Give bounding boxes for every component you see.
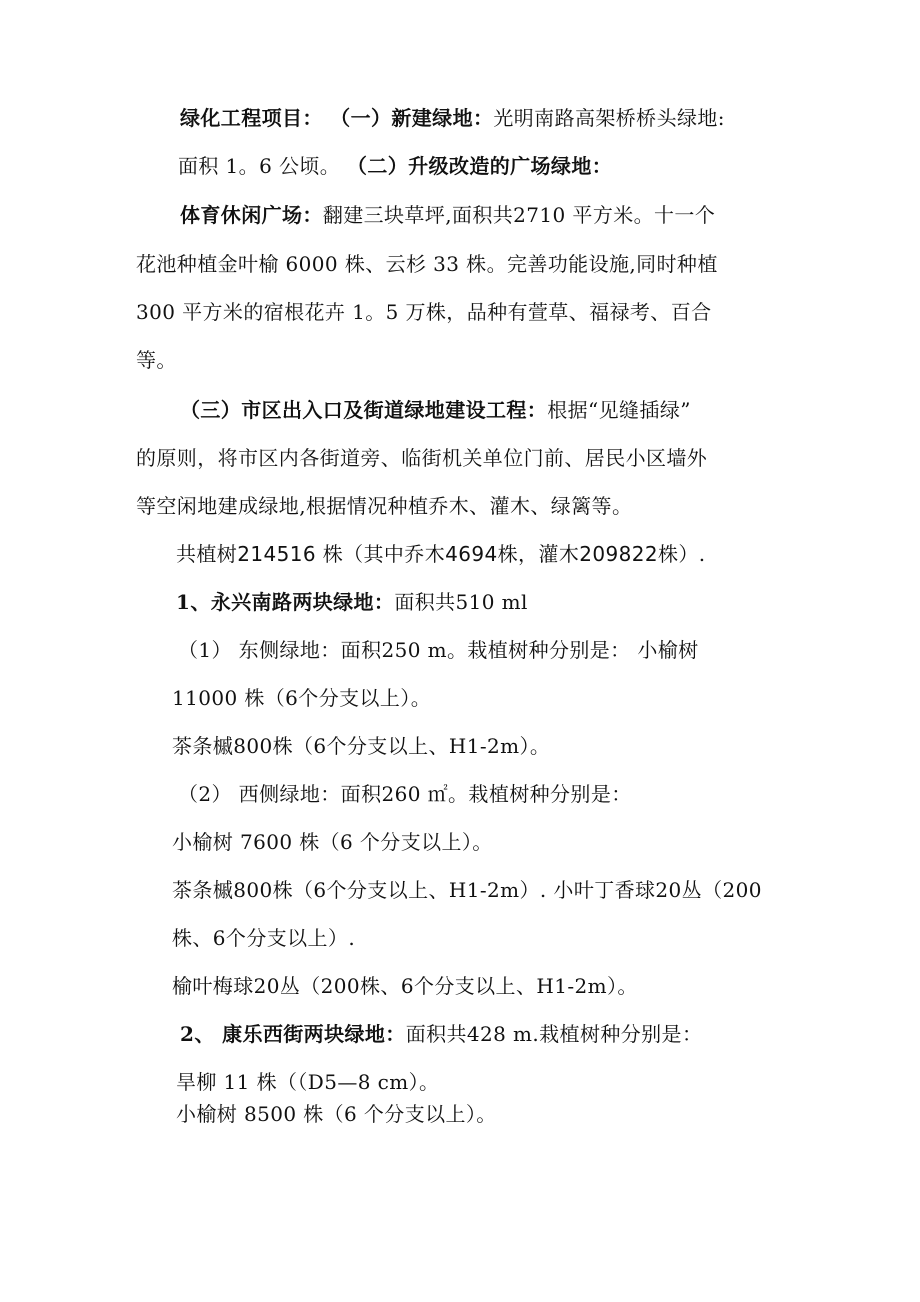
paragraph-yongxing-road bbox=[176, 588, 528, 616]
number-trees-arbor: 4694 bbox=[445, 542, 498, 566]
text-kangle-area: 面积共428 m.栽植树种分别是： bbox=[405, 1022, 703, 1046]
text-total-end: 株）. bbox=[657, 542, 706, 566]
text-east-elm-count: 11000 株（6个分支以上）。 bbox=[172, 686, 432, 710]
text-perennial-flowers: 300 平方米的宿根花卉 1。5 万株，品种有萱草、福禄考、百合 bbox=[136, 300, 712, 324]
text-total-mid: 株（其中乔木 bbox=[315, 542, 446, 566]
paragraph-sports-square bbox=[180, 201, 715, 229]
paragraph-entrance-street bbox=[180, 396, 691, 424]
heading-yongxing-road: 1、永兴南路两块绿地： bbox=[176, 590, 395, 614]
text-area-hectares: 面积 1。6 公顷。 bbox=[178, 154, 347, 178]
number-trees-shrub: 209822 bbox=[579, 542, 658, 566]
text-idle-land: 等空闲地建成绿地,根据情况种植乔木、灌木、绿篱等。 bbox=[136, 494, 633, 518]
text-lawn-rebuild: 翻建三块草坪,面积共2710 平方米。十一个 bbox=[322, 203, 716, 227]
paragraph-total-trees bbox=[176, 540, 706, 568]
text-east-greenland: （1） 东侧绿地：面积250 m。栽植树种分别是： 小榆树 bbox=[178, 638, 699, 662]
paragraph-kangle-street bbox=[180, 1020, 702, 1048]
text-flowerbed-planting: 花池种植金叶榆 6000 株、云杉 33 株。完善功能设施,同时种植 bbox=[136, 252, 718, 276]
text-principle-description: 的原则，将市区内各街道旁、临街机关单位门前、居民小区墙外 bbox=[136, 446, 708, 470]
paragraph-project-title bbox=[180, 104, 725, 132]
text-plum-ball: 榆叶梅球20丛（200株、6个分支以上、H1-2m）。 bbox=[172, 974, 638, 998]
text-kangle-elm: 小榆树 8500 株（6 个分支以上）。 bbox=[176, 1102, 497, 1126]
text-west-greenland: （2） 西侧绿地：面积260 ㎡。栽植树种分别是： bbox=[178, 782, 632, 806]
number-total-trees: 214516 bbox=[237, 542, 316, 566]
text-lilac-continued: 株、6个分支以上）. bbox=[172, 926, 356, 950]
paragraph-area-line bbox=[178, 152, 612, 180]
text-willow: 旱柳 11 株（（D5—8 cm）。 bbox=[176, 1070, 440, 1094]
text-guangming-road: 光明南路高架桥桥头绿地: bbox=[493, 106, 725, 130]
text-yongxing-area: 面积共510 ml bbox=[394, 590, 528, 614]
text-total-label: 共植树 bbox=[176, 542, 238, 566]
text-principle-quote: 根据“见缝插绿” bbox=[547, 398, 691, 422]
text-west-elm: 小榆树 7600 株（6 个分支以上）。 bbox=[172, 830, 493, 854]
heading-entrance-street-greenland: （三）市区出入口及街道绿地建设工程： bbox=[180, 398, 548, 422]
text-west-maple-lilac: 茶条槭800株（6个分支以上、H1-2m）. 小叶丁香球20丛（200 bbox=[172, 878, 762, 902]
text-east-maple: 茶条槭800株（6个分支以上、H1-2m）。 bbox=[172, 734, 551, 758]
heading-new-greenland: 绿化工程项目： （一）新建绿地： bbox=[180, 106, 494, 130]
heading-sports-square: 体育休闲广场： bbox=[180, 203, 323, 227]
text-etc: 等。 bbox=[136, 348, 177, 372]
heading-kangle-street: 2、 康乐西街两块绿地： bbox=[180, 1022, 406, 1046]
heading-upgraded-square: （二）升级改造的广场绿地： bbox=[346, 154, 613, 178]
text-shrub-label: 株，灌木 bbox=[497, 542, 580, 566]
